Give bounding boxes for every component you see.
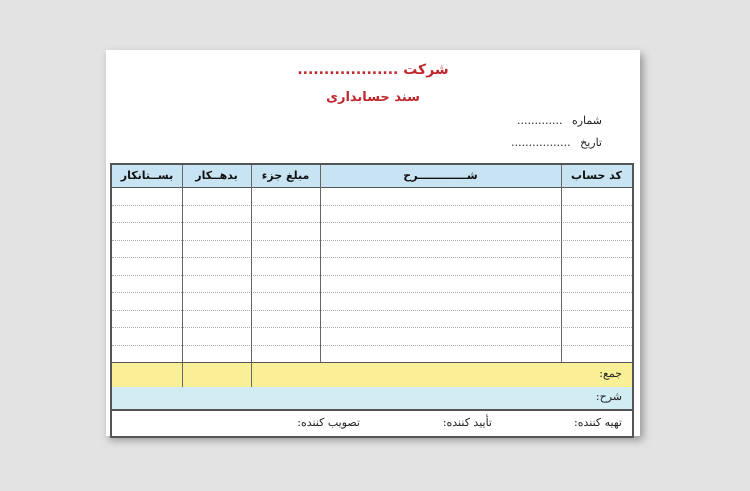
prepared-by-label: تهیه کننده:	[574, 416, 622, 429]
header-description: شـــــــــــــرح	[403, 169, 478, 182]
header-partial-amount: مبلغ جزء	[261, 169, 310, 182]
table-header	[112, 165, 632, 188]
column-divider	[251, 363, 252, 387]
header-debit: بدهــکار	[195, 169, 238, 182]
confirmed-by-label: تأیید کننده:	[442, 416, 492, 429]
row-line	[112, 345, 632, 346]
header-credit: بســتانکار	[120, 169, 174, 182]
accounting-voucher	[106, 50, 640, 436]
row-line	[112, 205, 632, 206]
sum-label: جمع:	[599, 367, 622, 380]
voucher-table	[110, 163, 634, 438]
column-divider	[561, 165, 562, 362]
number-label: شماره	[571, 114, 602, 127]
row-line	[112, 257, 632, 258]
column-divider	[251, 165, 252, 386]
row-line	[112, 292, 632, 293]
row-line	[112, 275, 632, 276]
row-line	[112, 240, 632, 241]
document-title: سند حسابداری	[326, 90, 420, 105]
header-account-code: کد حساب	[571, 169, 622, 182]
description-label: شرح:	[595, 390, 622, 403]
sum-row	[112, 362, 632, 388]
column-divider	[182, 165, 183, 386]
signature-row	[112, 411, 632, 435]
date-field[interactable]: .................	[511, 136, 571, 149]
company-name: شرکت ...................	[297, 62, 449, 78]
approved-by-label: تصویب کننده:	[297, 416, 360, 429]
column-divider	[320, 165, 321, 362]
row-line	[112, 327, 632, 328]
column-divider	[182, 363, 183, 387]
number-field[interactable]: .............	[517, 114, 563, 127]
row-line	[112, 222, 632, 223]
row-line	[112, 310, 632, 311]
voucher-number	[517, 114, 602, 127]
description-row	[112, 387, 632, 411]
date-label: تاریخ	[580, 136, 602, 149]
voucher-date	[511, 136, 602, 149]
